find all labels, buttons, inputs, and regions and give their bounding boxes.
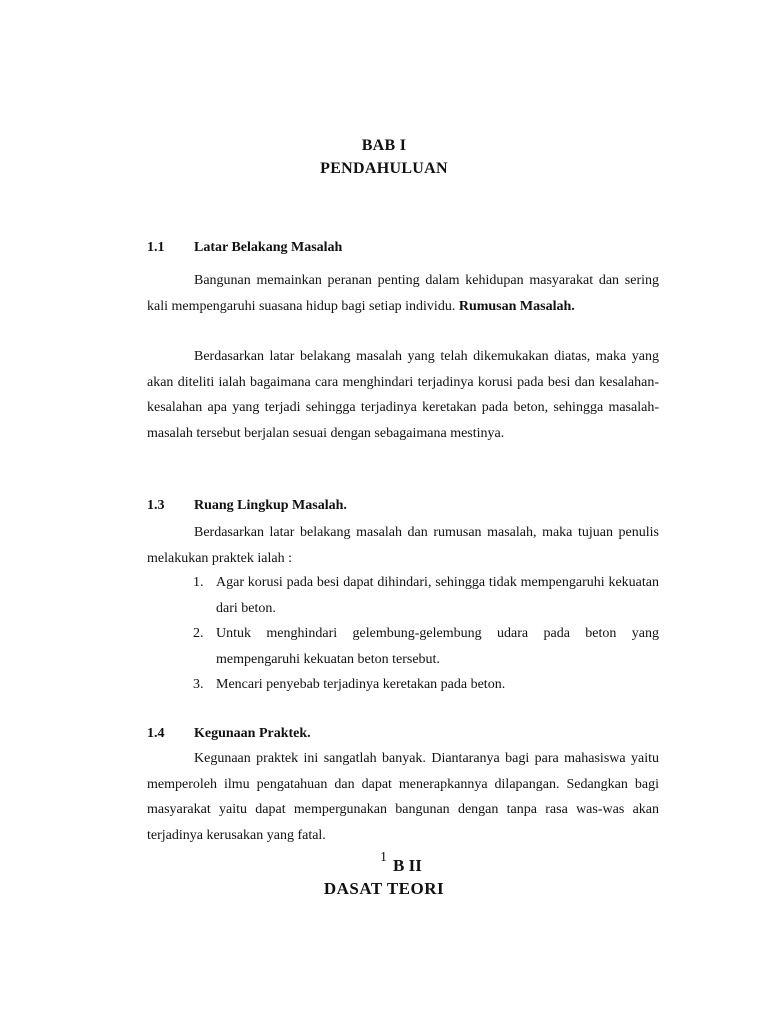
paragraph-text: Bangunan memainkan peranan penting dalam kehidupan masyarakat dan sering kali mempengaruhi suasana hidup bagi setiap individu. xyxy=(147,273,659,314)
list-item xyxy=(193,672,659,698)
list-marker: 2. xyxy=(193,626,204,641)
section-title: Kegunaan Praktek. xyxy=(194,726,311,741)
list-item xyxy=(193,621,659,672)
paragraph-benefits: Kegunaan praktek ini sangatlah banyak. Diantaranya bagi para mahasiswa yaitu memperoleh ilmu pengatahuan dan dapat menerapkannya dilapangan. Sedangkan bagi masyarakat yaitu dapat mempergunakan bangunan dengan tanpa rasa was-was akan terjadinya kerusakan yang fatal. xyxy=(147,751,659,843)
next-chapter-subtitle: DASAT TEORI xyxy=(323,879,445,898)
chapter-title: BAB I xyxy=(361,137,407,154)
list-item-text: Agar korusi pada besi dapat dihindari, sehingga tidak mempengaruhi kekuatan dari beton. xyxy=(216,575,659,616)
list-item-text: Untuk menghindari gelembung-gelembung udara pada beton yang mempengaruhi kekuatan beton tersebut. xyxy=(216,626,659,667)
list-marker: 1. xyxy=(193,575,204,590)
objectives-list xyxy=(193,570,659,698)
chapter-subtitle: PENDAHULUAN xyxy=(320,160,448,177)
list-item xyxy=(193,570,659,621)
paragraph-background xyxy=(147,268,659,319)
paragraph-problem-statement: Berdasarkan latar belakang masalah yang telah dikemukakan diatas, maka yang akan diteliti ialah bagaimana cara menghindari terjadinya korusi pada besi dan kesalahan-kesalahan apa yang terjadi sehingga terjadinya keretakan pada beton, sehingga masalah-masalah tersebut berjalan sesuai dengan sebagaimana mestinya. xyxy=(147,349,659,441)
page-number: 1 xyxy=(380,850,387,865)
section-number: 1.4 xyxy=(147,726,165,741)
section-heading-1-3 xyxy=(147,498,347,514)
section-number: 1.1 xyxy=(147,240,165,255)
next-chapter-title: B II xyxy=(393,856,422,875)
section-heading-1-1 xyxy=(147,240,342,256)
inline-bold-heading: Rumusan Masalah. xyxy=(458,298,575,314)
list-item-text: Mencari penyebab terjadinya keretakan pada beton. xyxy=(216,677,506,692)
section-title: Ruang Lingkup Masalah. xyxy=(194,498,347,513)
section-title: Latar Belakang Masalah xyxy=(194,240,343,255)
paragraph-scope: Berdasarkan latar belakang masalah dan rumusan masalah, maka tujuan penulis melakukan praktek ialah : xyxy=(147,525,659,566)
list-marker: 3. xyxy=(193,677,204,692)
section-number: 1.3 xyxy=(147,498,165,513)
section-heading-1-4 xyxy=(147,726,311,742)
